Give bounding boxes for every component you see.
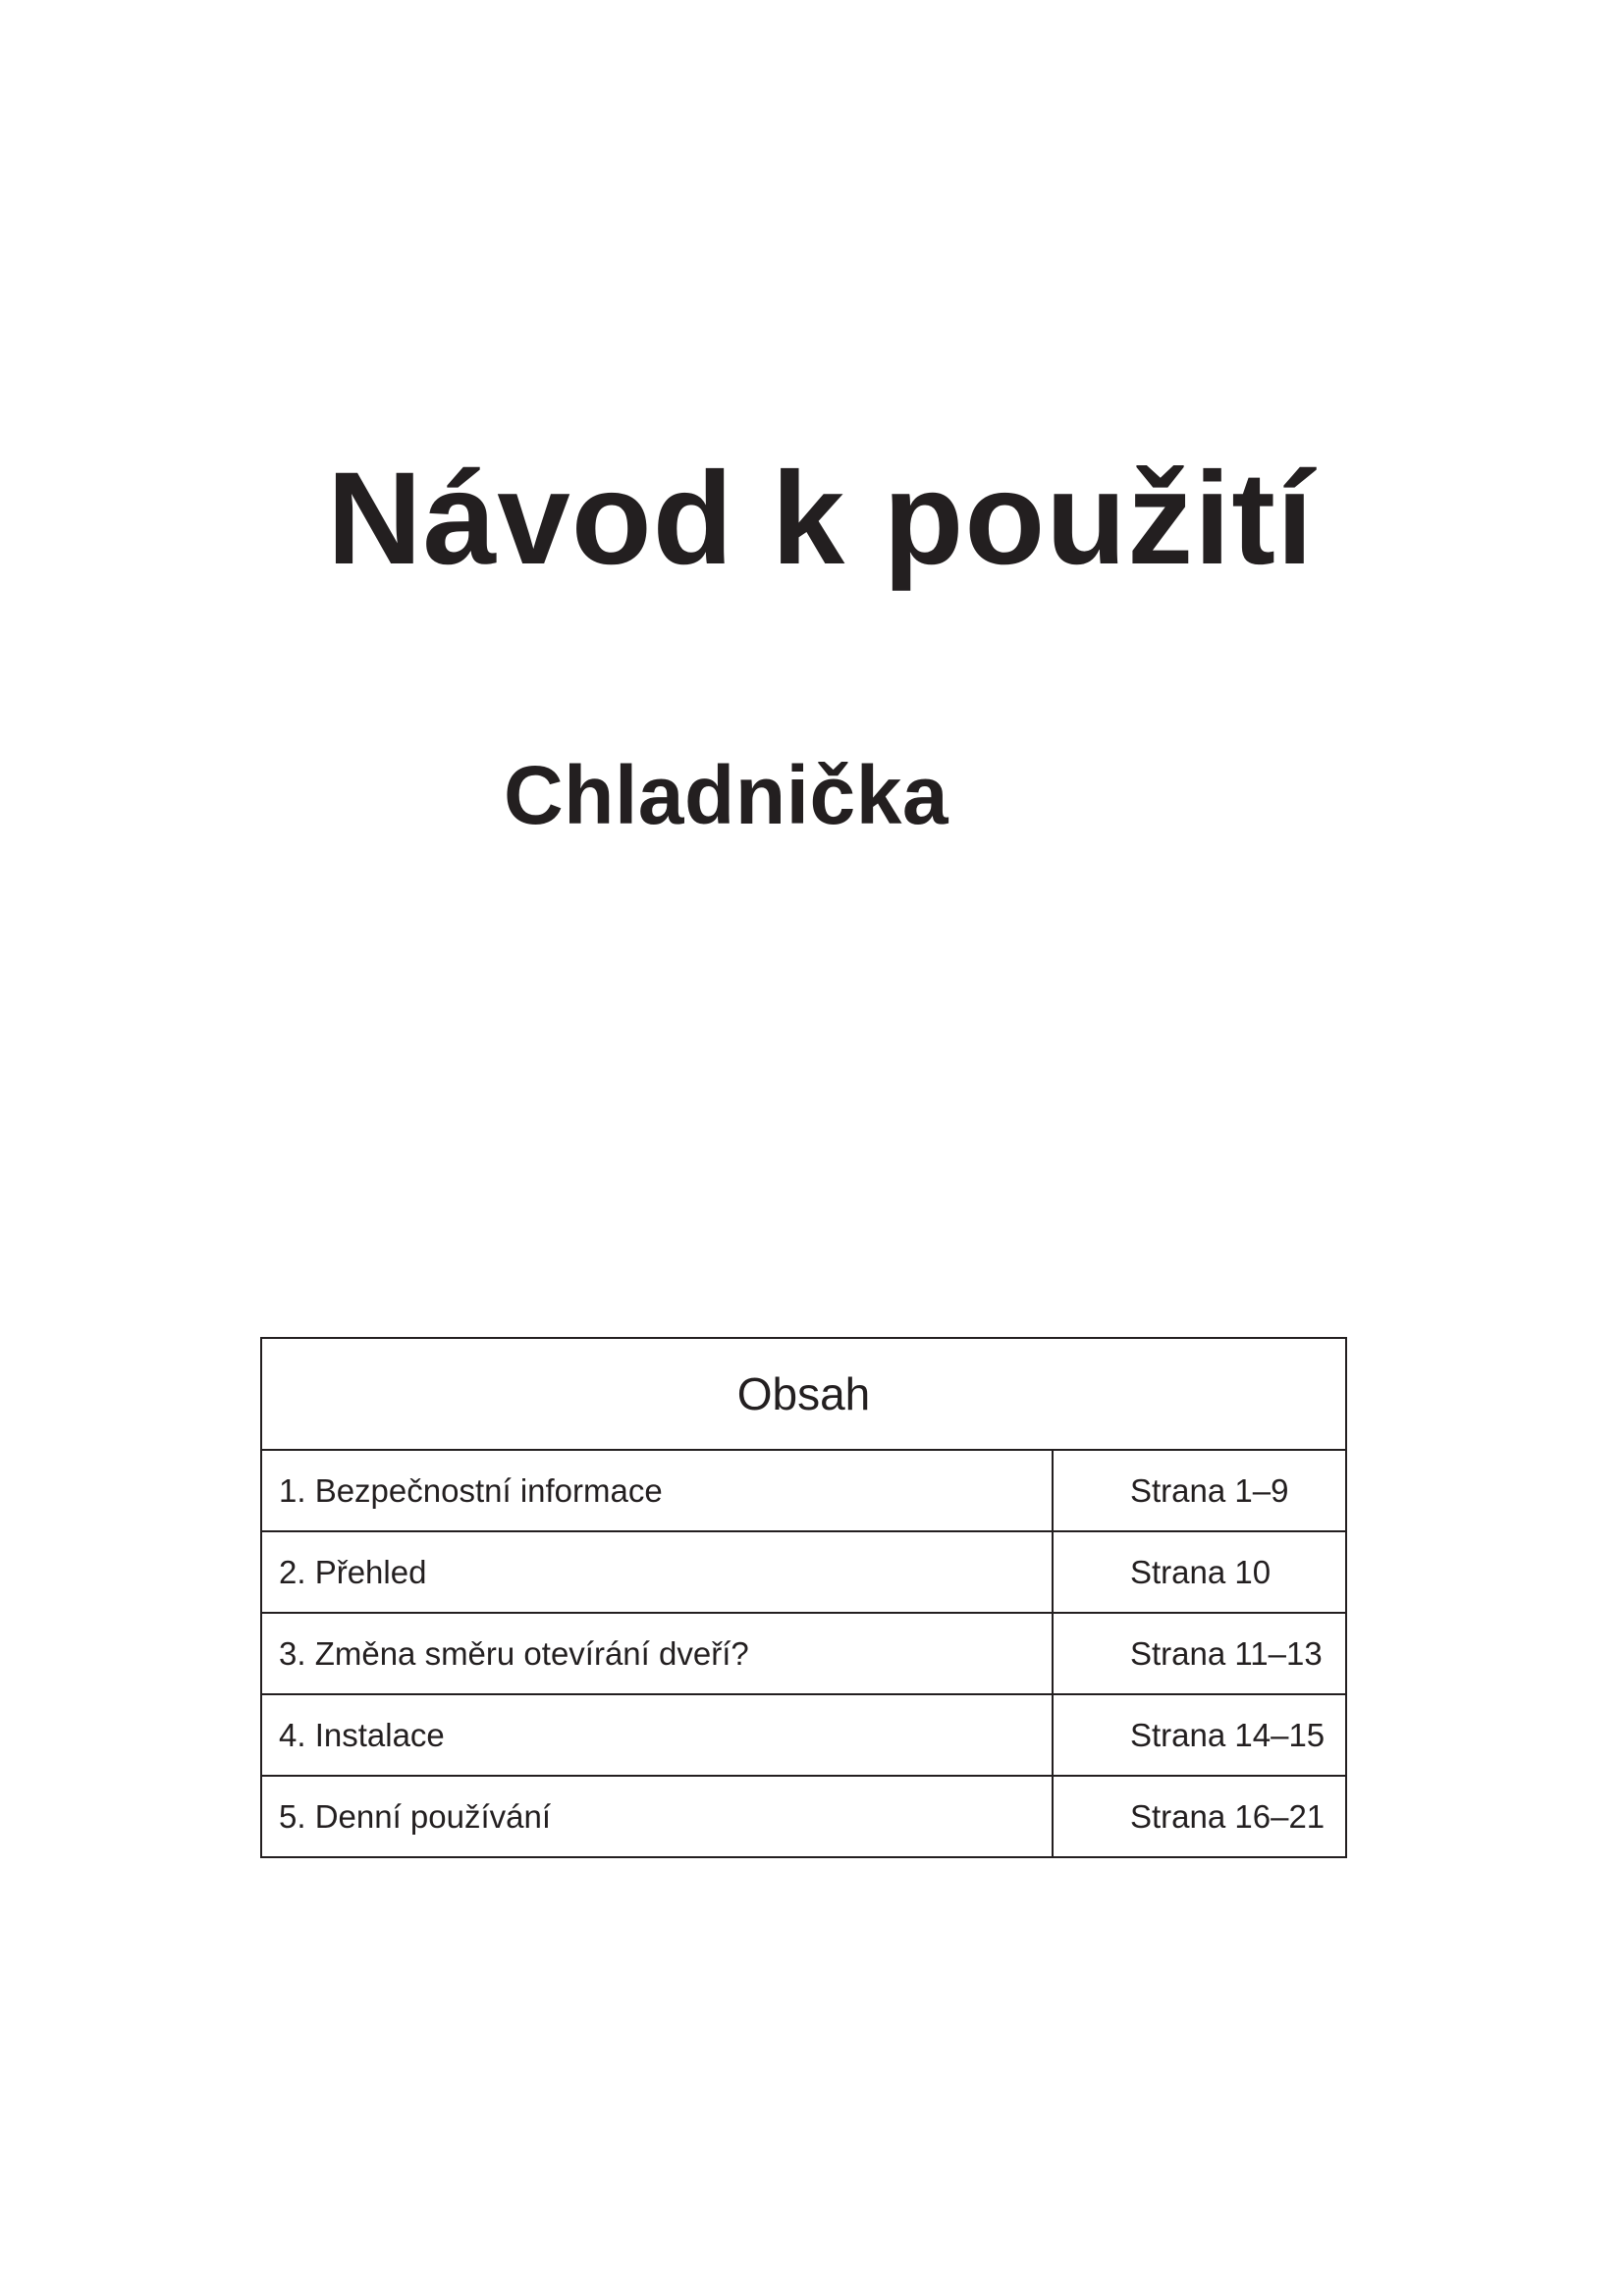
toc-page-range: Strana 1–9 [1053,1450,1346,1531]
toc-item-label: 4. Instalace [261,1694,1053,1776]
toc-row [261,1694,1346,1776]
toc-item-label: 5. Denní používání [261,1776,1053,1857]
toc-heading: Obsah [261,1338,1346,1450]
toc-item-label: 2. Přehled [261,1531,1053,1613]
toc-page-range: Strana 10 [1053,1531,1346,1613]
toc-page-range: Strana 11–13 [1053,1613,1346,1694]
toc-row [261,1531,1346,1613]
toc-page-range: Strana 14–15 [1053,1694,1346,1776]
toc-row [261,1776,1346,1857]
document-title: Návod k použití [327,446,1315,592]
toc-row [261,1613,1346,1694]
document-subtitle: Chladnička [504,749,949,841]
toc-row [261,1450,1346,1531]
table-of-contents [260,1337,1347,1858]
toc-item-label: 1. Bezpečnostní informace [261,1450,1053,1531]
toc-item-label: 3. Změna směru otevírání dveří? [261,1613,1053,1694]
toc-page-range: Strana 16–21 [1053,1776,1346,1857]
